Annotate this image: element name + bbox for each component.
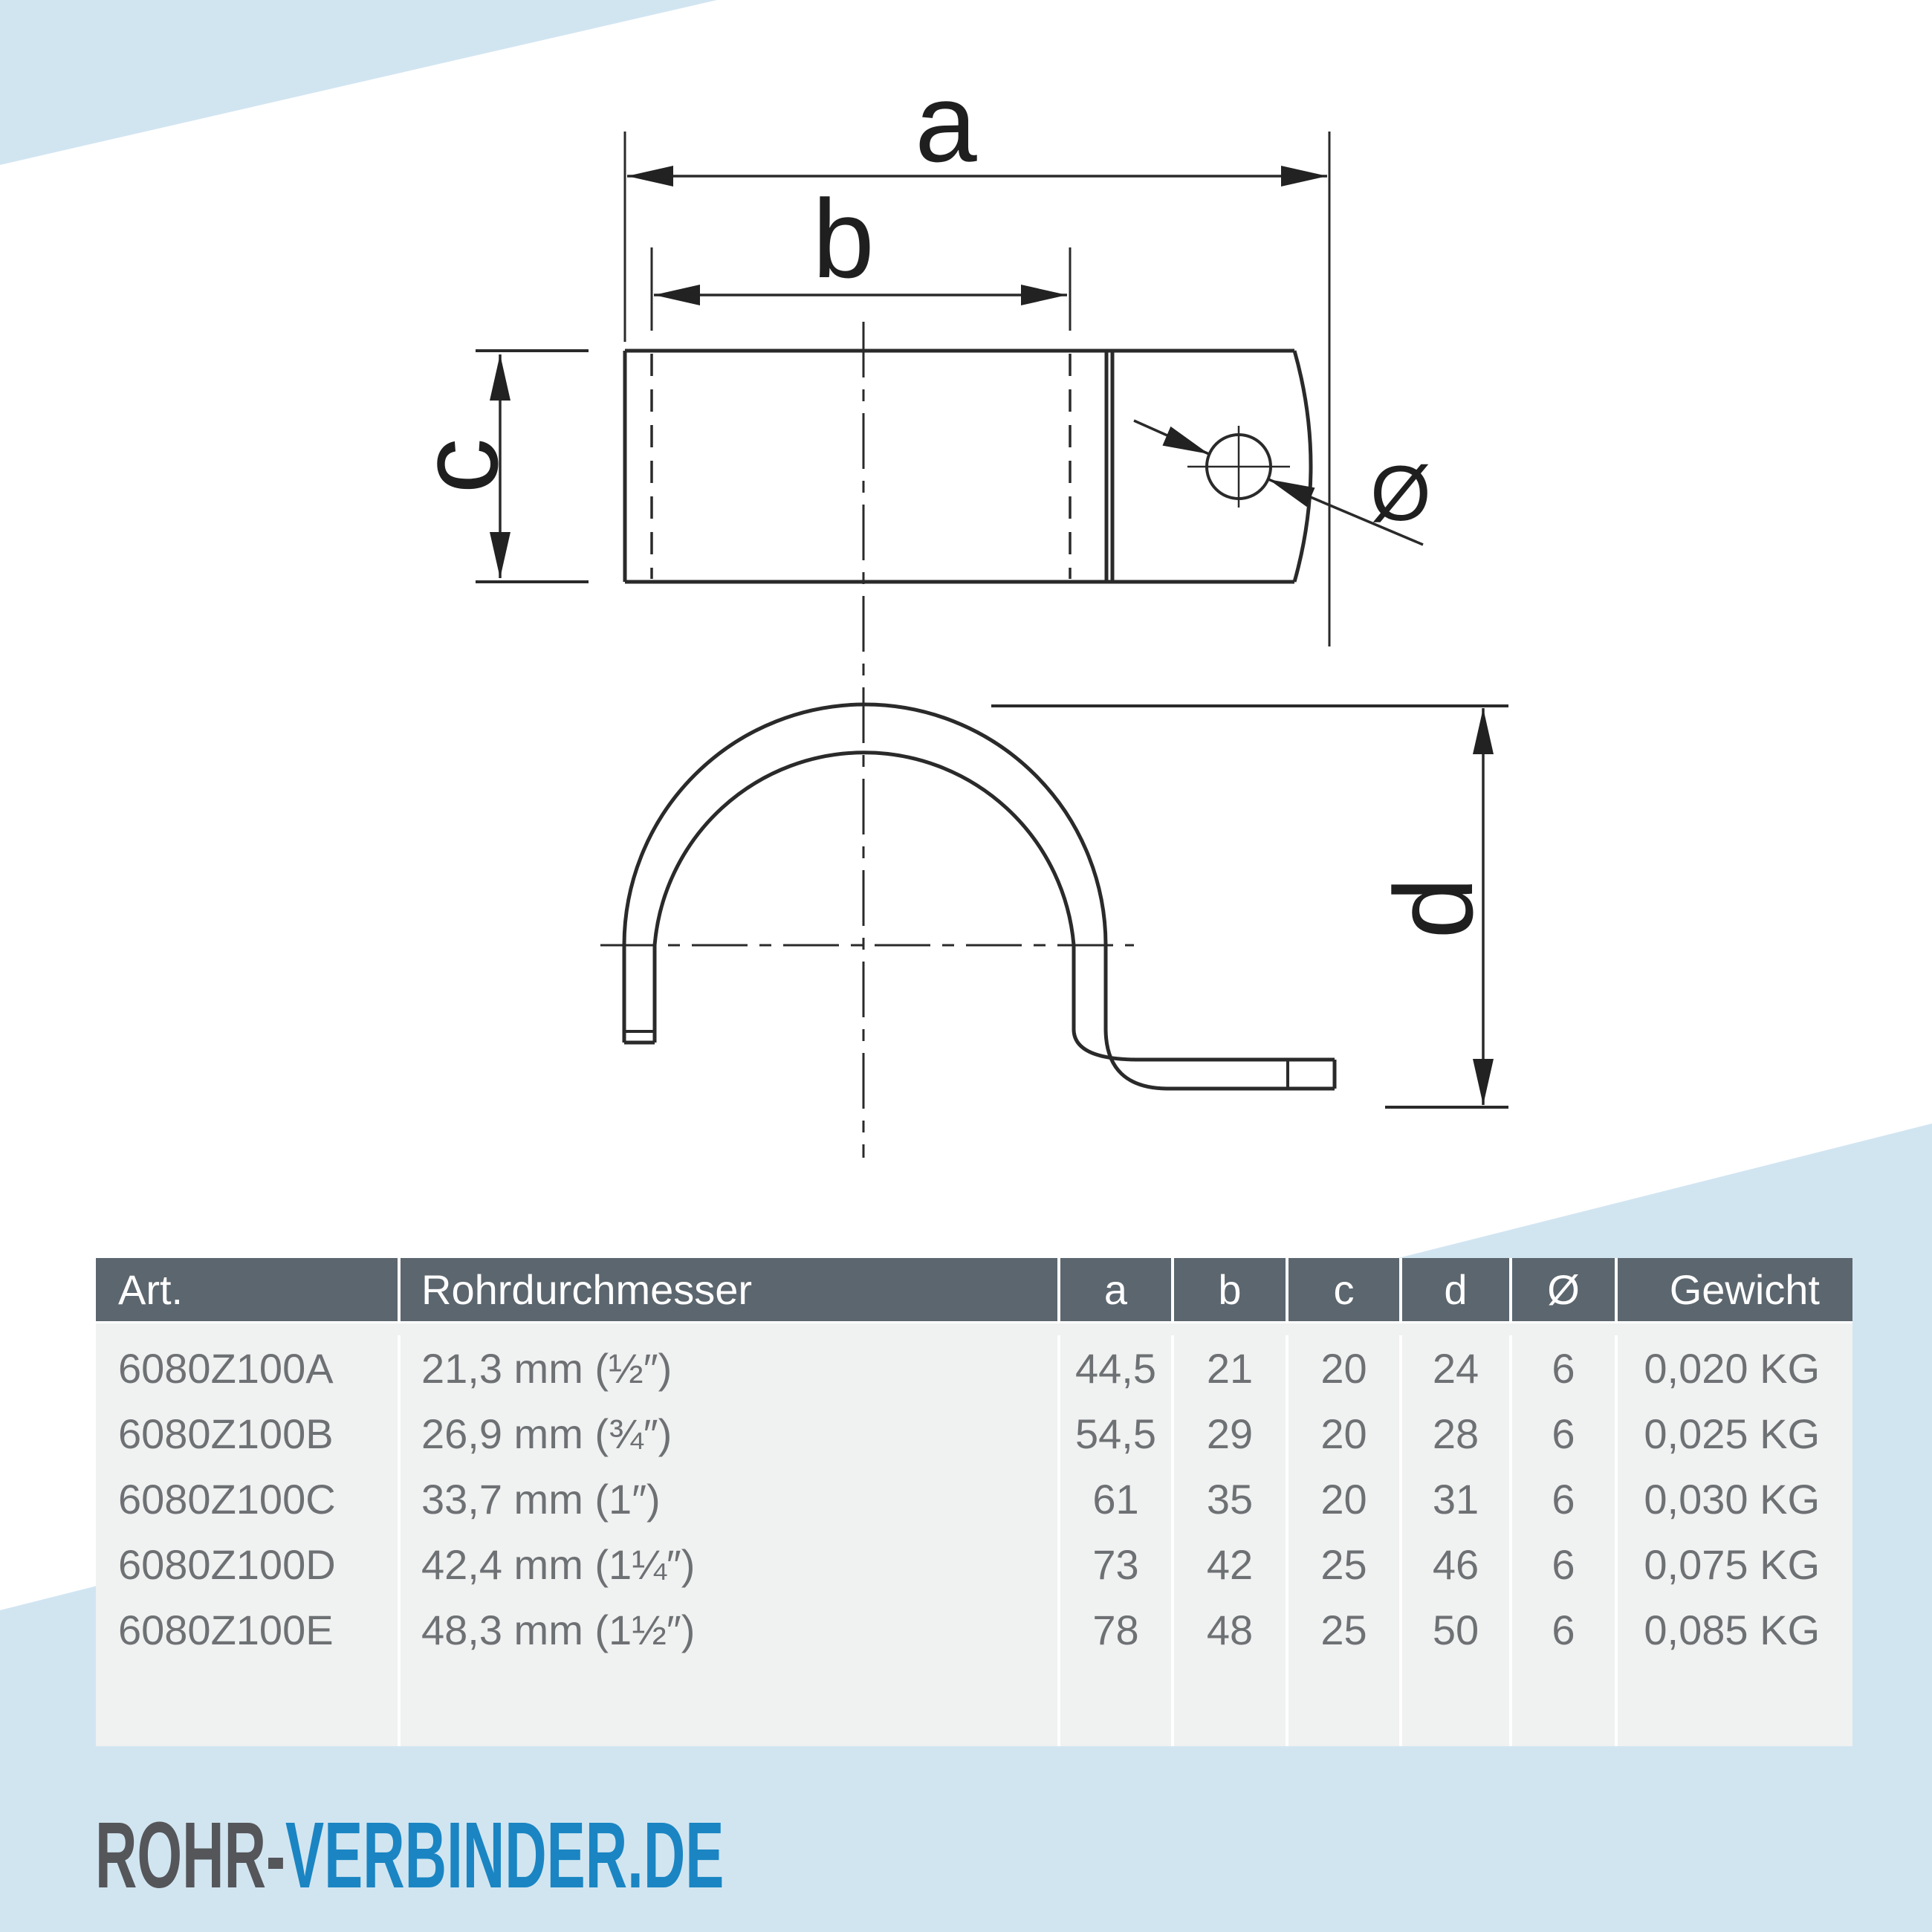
screw-hole [1187,426,1290,508]
cell-c: 20 [1288,1401,1399,1466]
cell-rohr: 21,3 mm (½″) [401,1335,1057,1401]
cell-b: 42 [1174,1531,1286,1597]
dimension-d [991,706,1508,1107]
cell-dia: 6 [1512,1466,1615,1531]
size-table [96,1258,1852,1746]
cell-art: 6080Z100B [96,1401,398,1466]
cell-c: 20 [1288,1466,1399,1531]
dim-label-diameter: Ø [1370,450,1431,537]
cell-rohr: 48,3 mm (1½″) [401,1597,1057,1662]
size-table-header [96,1258,1852,1321]
corner-wedge-top-left [0,0,717,165]
cell-d: 46 [1402,1531,1509,1597]
dimension-b [652,176,1070,331]
cell-dia: 6 [1512,1335,1615,1401]
dimension-a [625,60,1329,646]
col-header-art: Art. [96,1258,398,1321]
dimension-c [396,351,589,582]
cell-c: 20 [1288,1335,1399,1401]
col-header-diameter: Ø [1512,1258,1615,1321]
cell-rohr: 42,4 mm (1¼″) [401,1531,1057,1597]
cell-a: 78 [1060,1597,1171,1662]
cell-c: 25 [1288,1597,1399,1662]
cell-gewicht: 0,020 KG [1618,1335,1852,1401]
cell-a: 44,5 [1060,1335,1171,1401]
brand-logo-prefix: ROHR- [95,1803,286,1907]
col-header-c: c [1288,1258,1399,1321]
cell-art: 6080Z100A [96,1335,398,1401]
cell-d: 28 [1402,1401,1509,1466]
cell-d: 50 [1402,1597,1509,1662]
dim-label-c: c [396,438,521,494]
cell-rohr: 26,9 mm (¾″) [401,1401,1057,1466]
cell-art: 6080Z100C [96,1466,398,1531]
cell-a: 61 [1060,1466,1171,1531]
cell-art: 6080Z100E [96,1597,398,1662]
side-view [624,704,1335,1089]
size-table-body [96,1323,1852,1746]
dim-label-b: b [812,176,875,301]
col-header-gewicht: Gewicht [1618,1258,1852,1321]
cell-gewicht: 0,085 KG [1618,1597,1852,1662]
col-header-a: a [1060,1258,1171,1321]
cell-dia: 6 [1512,1597,1615,1662]
center-lines [600,322,1134,1158]
cell-b: 21 [1174,1335,1286,1401]
brand-logo [95,1801,724,1909]
cell-b: 29 [1174,1401,1286,1466]
brand-logo-domain: VERBINDER.DE [285,1803,724,1907]
cell-b: 48 [1174,1597,1286,1662]
cell-gewicht: 0,075 KG [1618,1531,1852,1597]
cell-gewicht: 0,025 KG [1618,1401,1852,1466]
dim-label-a: a [915,60,977,185]
cell-b: 35 [1174,1466,1286,1531]
cell-c: 25 [1288,1531,1399,1597]
cell-a: 73 [1060,1531,1171,1597]
cell-d: 31 [1402,1466,1509,1531]
col-header-rohrdurchmesser: Rohrdurchmesser [401,1258,1057,1321]
cell-dia: 6 [1512,1531,1615,1597]
cell-d: 24 [1402,1335,1509,1401]
dim-label-d: d [1371,877,1496,939]
col-header-d: d [1402,1258,1509,1321]
cell-art: 6080Z100D [96,1531,398,1597]
col-header-b: b [1174,1258,1286,1321]
cell-gewicht: 0,030 KG [1618,1466,1852,1531]
cell-rohr: 33,7 mm (1″) [401,1466,1057,1531]
cell-a: 54,5 [1060,1401,1171,1466]
hidden-lines [652,354,1070,579]
cell-dia: 6 [1512,1401,1615,1466]
